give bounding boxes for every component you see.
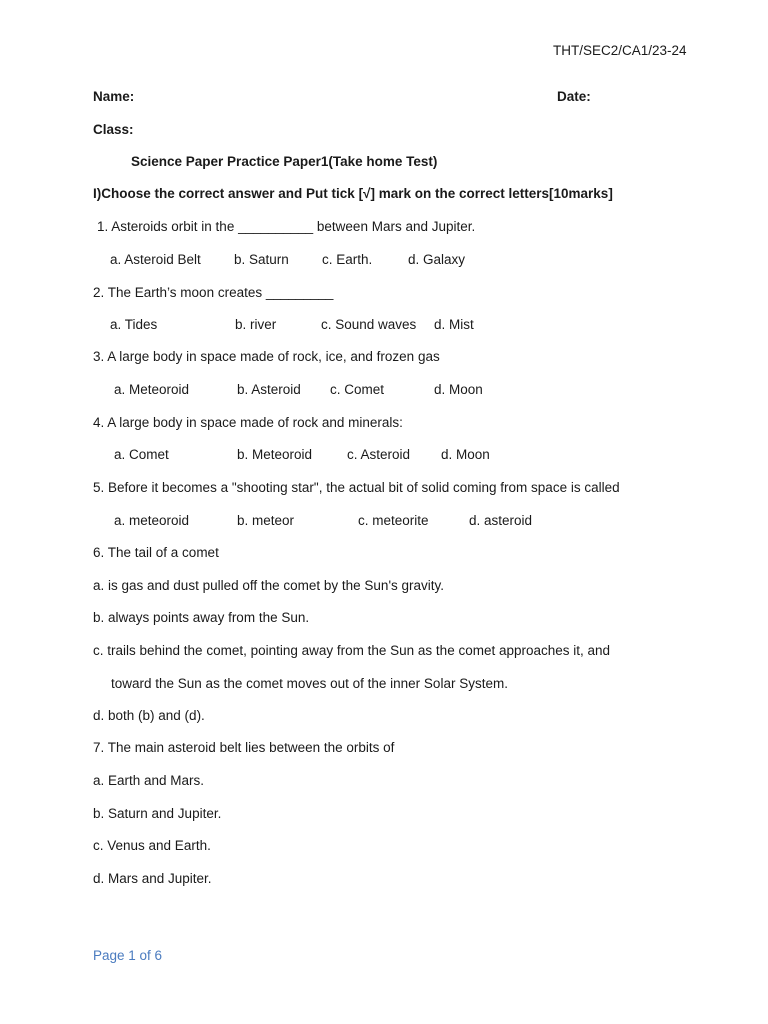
question-4-option-d: d. Moon xyxy=(441,447,490,462)
question-6-option-a: a. is gas and dust pulled off the comet by the Sun's gravity. xyxy=(93,578,445,593)
question-7-option-d: d. Mars and Jupiter. xyxy=(93,871,212,886)
question-6-option-d: d. both (b) and (d). xyxy=(93,708,205,723)
question-6-option-c-continued: toward the Sun as the comet moves out of the inner Solar System. xyxy=(111,676,508,691)
question-6-option-c: c. trails behind the comet, pointing away from the Sun as the comet approaches it, and xyxy=(93,643,611,658)
question-1-option-c: c. Earth. xyxy=(322,252,373,267)
question-7-option-a: a. Earth and Mars. xyxy=(93,773,205,788)
question-2-option-d: d. Mist xyxy=(434,317,474,332)
question-5-option-a: a. meteoroid xyxy=(114,513,190,528)
question-2-option-c: c. Sound waves xyxy=(321,317,417,332)
question-2-option-a: a. Tides xyxy=(110,317,158,332)
question-7-text: 7. The main asteroid belt lies between the orbits of xyxy=(93,740,395,755)
name-field-label: Name: xyxy=(93,89,135,104)
class-field-label: Class: xyxy=(93,122,134,137)
question-4-option-a: a. Comet xyxy=(114,447,169,462)
question-2-option-b: b. river xyxy=(235,317,277,332)
question-5-text: 5. Before it becomes a "shooting star", the actual bit of solid coming from space is called xyxy=(93,480,620,495)
question-6-text: 6. The tail of a comet xyxy=(93,545,219,560)
question-6-option-b: b. always points away from the Sun. xyxy=(93,610,310,625)
question-1-option-d: d. Galaxy xyxy=(408,252,466,267)
question-4-option-c: c. Asteroid xyxy=(347,447,411,462)
question-2-text: 2. The Earth’s moon creates _________ xyxy=(93,285,334,300)
question-1-option-a: a. Asteroid Belt xyxy=(110,252,201,267)
question-7-option-b: b. Saturn and Jupiter. xyxy=(93,806,222,821)
question-4-option-b: b. Meteoroid xyxy=(237,447,313,462)
date-field-label: Date: xyxy=(557,89,591,104)
question-5-option-c: c. meteorite xyxy=(358,513,429,528)
page-title: Science Paper Practice Paper1(Take home Test) xyxy=(131,154,438,169)
question-3-option-b: b. Asteroid xyxy=(237,382,301,397)
section-instruction: I)Choose the correct answer and Put tick [√] mark on the correct letters[10marks] xyxy=(93,186,613,201)
question-3-option-a: a. Meteoroid xyxy=(114,382,190,397)
question-3-text: 3. A large body in space made of rock, ice, and frozen gas xyxy=(93,349,440,364)
question-1-option-b: b. Saturn xyxy=(234,252,289,267)
question-4-text: 4. A large body in space made of rock and minerals: xyxy=(93,415,403,430)
question-7-option-c: c. Venus and Earth. xyxy=(93,838,211,853)
page-number: Page 1 of 6 xyxy=(93,948,163,963)
document-reference: THT/SEC2/CA1/23-24 xyxy=(553,43,687,58)
question-3-option-d: d. Moon xyxy=(434,382,483,397)
question-5-option-d: d. asteroid xyxy=(469,513,533,528)
question-5-option-b: b. meteor xyxy=(237,513,295,528)
question-3-option-c: c. Comet xyxy=(330,382,385,397)
question-1-text: 1. Asteroids orbit in the __________ between Mars and Jupiter. xyxy=(97,219,476,234)
